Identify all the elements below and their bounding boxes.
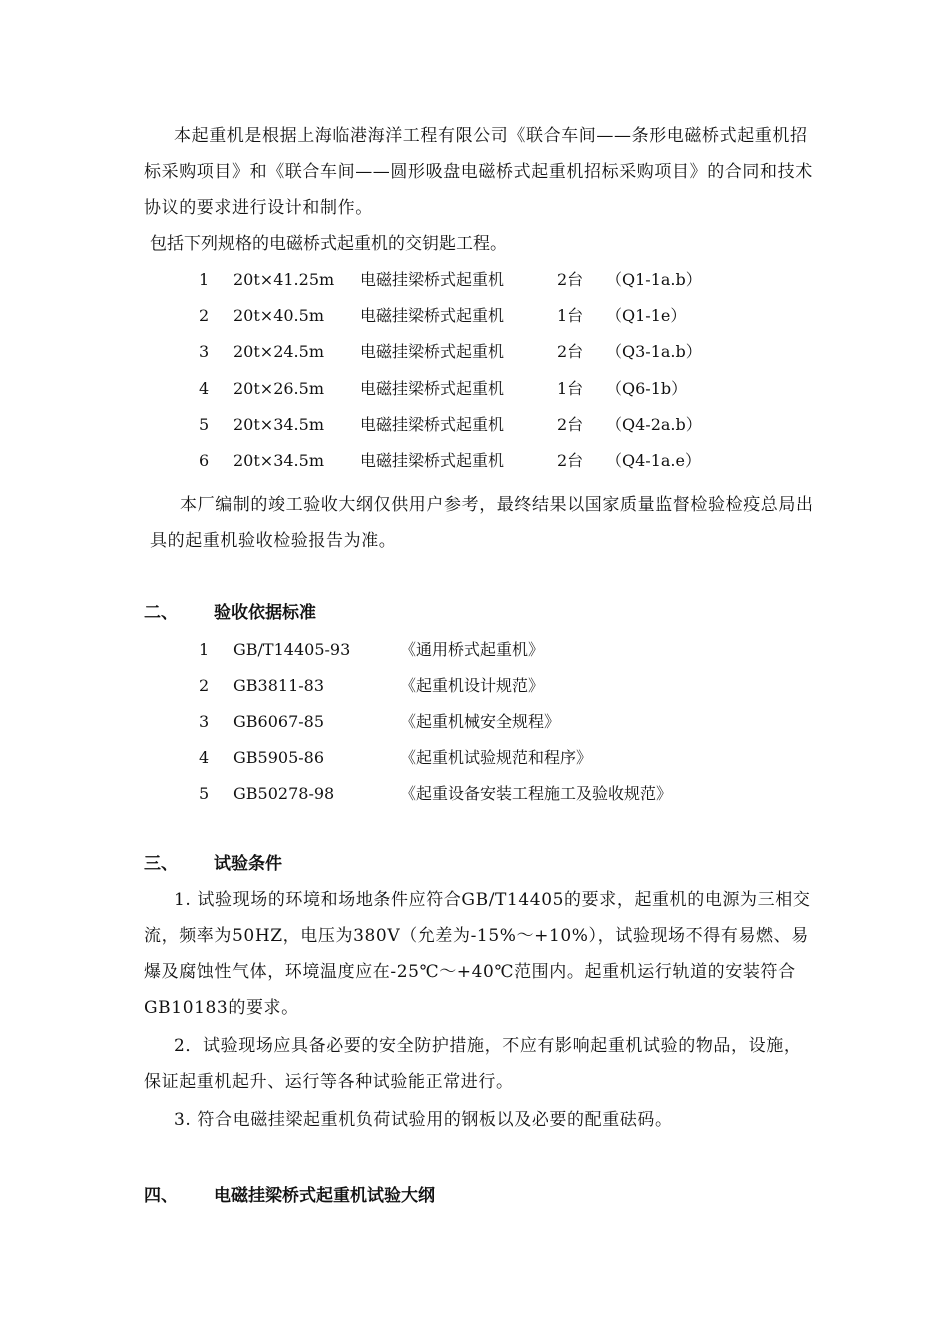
- standard-no: 1: [199, 640, 210, 659]
- standard-no: 5: [199, 784, 210, 803]
- standard-no: 3: [199, 712, 210, 731]
- condition-item-2: 2．试验现场应具备必要的安全防护措施，不应有影响起重机试验的物品，设施，保证起重机起升、运行等各种试验能正常进行。: [144, 1036, 802, 1092]
- crane-no: 4: [199, 379, 210, 398]
- crane-row: [0, 298, 950, 334]
- standard-name: 《起重机设计规范》: [400, 676, 545, 695]
- standard-code: GB50278-98: [233, 784, 335, 803]
- crane-name: 电磁挂梁桥式起重机: [360, 415, 505, 434]
- intro-paragraph: 本起重机是根据上海临港海洋工程有限公司《联合车间——条形电磁桥式起重机招标采购项目》和《联合车间——圆形吸盘电磁桥式起重机招标采购项目》的合同和技术协议的要求进行设计和制作。: [144, 126, 813, 218]
- crane-code: （Q4-1a.e）: [606, 451, 701, 470]
- crane-code: （Q4-2a.b）: [606, 415, 702, 434]
- crane-qty: 2台: [557, 342, 584, 361]
- standard-name: 《起重机械安全规程》: [400, 712, 561, 731]
- standard-code: GB/T14405-93: [233, 640, 351, 659]
- crane-qty: 2台: [557, 270, 584, 289]
- crane-no: 6: [199, 451, 210, 470]
- crane-code: （Q1-1a.b）: [606, 270, 702, 289]
- crane-no: 5: [199, 415, 210, 434]
- crane-code: （Q3-1a.b）: [606, 342, 702, 361]
- crane-no: 1: [199, 270, 210, 289]
- section-number: 四、: [144, 1186, 178, 1206]
- crane-qty: 2台: [557, 451, 584, 470]
- standard-row: [0, 668, 950, 704]
- disclaimer-paragraph: 本厂编制的竣工验收大纲仅供用户参考，最终结果以国家质量监督检验检疫总局出具的起重机验收检验报告为准。: [150, 495, 814, 551]
- crane-qty: 1台: [557, 379, 584, 398]
- crane-name: 电磁挂梁桥式起重机: [360, 342, 505, 361]
- crane-row: [0, 407, 950, 443]
- crane-code: （Q1-1e）: [606, 306, 687, 325]
- section-number: 三、: [144, 854, 178, 874]
- standard-no: 4: [199, 748, 210, 767]
- condition-item-3: 3. 符合电磁挂梁起重机负荷试验用的钢板以及必要的配重砝码。: [174, 1110, 673, 1130]
- standard-code: GB6067-85: [233, 712, 325, 731]
- crane-spec: 20t×26.5m: [233, 379, 324, 398]
- crane-row: [0, 371, 950, 407]
- crane-no: 2: [199, 306, 210, 325]
- standard-no: 2: [199, 676, 210, 695]
- crane-code: （Q6-1b）: [606, 379, 688, 398]
- intro-scope-line: 包括下列规格的电磁桥式起重机的交钥匙工程。: [150, 234, 507, 254]
- crane-name: 电磁挂梁桥式起重机: [360, 379, 505, 398]
- standard-row: [0, 704, 950, 740]
- standard-row: [0, 632, 950, 668]
- crane-row: [0, 334, 950, 370]
- section-title: 电磁挂梁桥式起重机试验大纲: [214, 1186, 435, 1206]
- crane-qty: 2台: [557, 415, 584, 434]
- section-title: 试验条件: [214, 854, 282, 874]
- standard-code: GB5905-86: [233, 748, 325, 767]
- standard-row: [0, 740, 950, 776]
- crane-row: [0, 262, 950, 298]
- crane-name: 电磁挂梁桥式起重机: [360, 306, 505, 325]
- section-title: 验收依据标准: [214, 603, 316, 623]
- standard-name: 《起重机试验规范和程序》: [400, 748, 593, 767]
- crane-spec: 20t×34.5m: [233, 415, 324, 434]
- crane-spec: 20t×24.5m: [233, 342, 324, 361]
- standard-row: [0, 776, 950, 812]
- crane-qty: 1台: [557, 306, 584, 325]
- crane-spec: 20t×41.25m: [233, 270, 335, 289]
- condition-item-1: 1. 试验现场的环境和场地条件应符合GB/T14405的要求，起重机的电源为三相交流，频率为50HZ，电压为380V（允差为-15%～+10%），试验现场不得有易燃、易爆及腐蚀性气体，环境温度应在-25℃～+40℃范围内。起重机运行轨道的安装符合GB10183的要求。: [144, 890, 811, 1018]
- crane-name: 电磁挂梁桥式起重机: [360, 270, 505, 289]
- standard-name: 《起重设备安装工程施工及验收规范》: [400, 784, 673, 803]
- crane-spec: 20t×34.5m: [233, 451, 324, 470]
- standard-name: 《通用桥式起重机》: [400, 640, 545, 659]
- crane-spec: 20t×40.5m: [233, 306, 324, 325]
- section-number: 二、: [144, 603, 178, 623]
- crane-row: [0, 443, 950, 479]
- crane-no: 3: [199, 342, 210, 361]
- standard-code: GB3811-83: [233, 676, 325, 695]
- crane-name: 电磁挂梁桥式起重机: [360, 451, 505, 470]
